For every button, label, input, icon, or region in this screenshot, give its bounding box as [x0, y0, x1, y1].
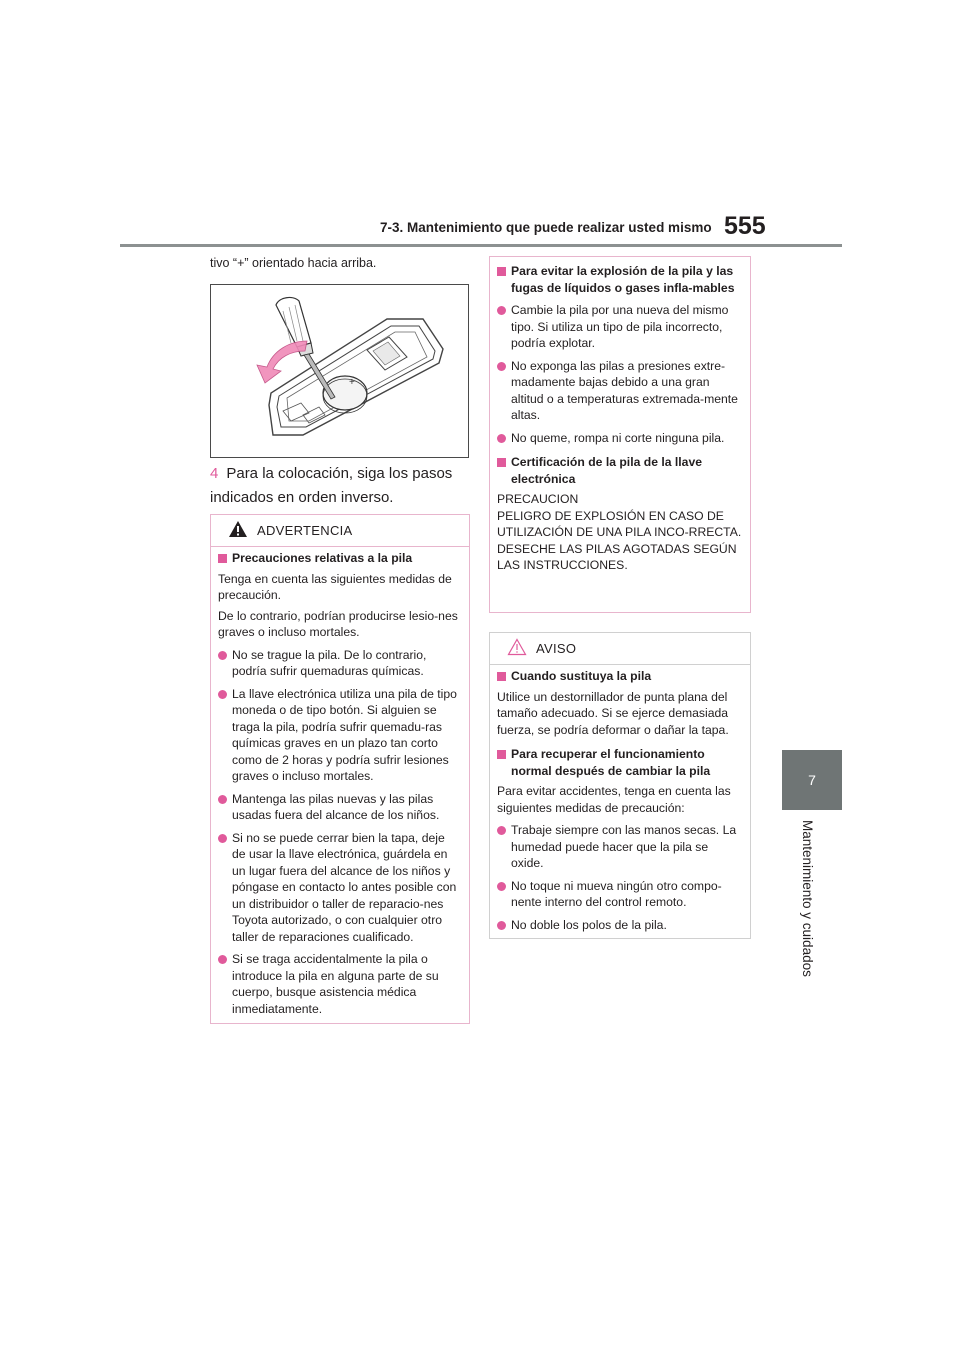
notice-box-header	[490, 633, 750, 665]
warning-section-title: Para evitar la explosión de la pila y las fugas de líquidos o gases infla-mables	[497, 263, 742, 296]
warning-paragraph: De lo contrario, podrían producirse lesio-nes graves o incluso mortales.	[218, 608, 458, 639]
warning-bullet: No se trague la pila. De lo contrario, podría sufrir quemaduras químicas.	[218, 647, 461, 680]
warning-bullet: Cambie la pila por una nueva del mismo tipo. Si utiliza un tipo de pila incorrecto, podría explotar.	[497, 302, 742, 352]
notice-bullet: Trabaje siempre con las manos secas. La humedad puede hacer que la pila se oxide.	[497, 822, 742, 872]
header-rule	[120, 244, 842, 247]
notice-triangle-icon	[507, 638, 527, 656]
warning-box	[210, 514, 470, 1024]
side-tab-label	[800, 820, 824, 990]
step-number: 4	[210, 465, 219, 482]
square-bullet-icon	[497, 458, 506, 467]
step-text: Para la colocación, siga los pasos indicados en orden inverso.	[210, 465, 453, 506]
warning-bullet: Mantenga las pilas nuevas y las pilas usadas fuera del alcance de los niños.	[218, 791, 461, 824]
warning-bullet: La llave electrónica utiliza una pila de tipo moneda o de tipo botón. Si alguien se traga la pila, podría sufrir quemadu-ras químicas graves en un plazo tan corto como de 2 horas y podría sufrir lesiones graves o incluso mortales.	[218, 686, 461, 785]
warning-heading: ADVERTENCIA	[257, 523, 353, 538]
warning-box-continued	[489, 256, 751, 613]
key-case-icon	[211, 285, 468, 457]
warning-bullet: Si se traga accidentalmente la pila o introduce la pila en alguna parte de su cuerpo, busque asistencia médica inmediatamente.	[218, 951, 461, 1017]
circle-bullet-icon	[497, 882, 506, 891]
circle-bullet-icon	[497, 921, 506, 930]
warning-box-header	[211, 515, 469, 547]
side-tab-label-text: Mantenimiento y cuidados	[800, 820, 815, 977]
square-bullet-icon	[497, 267, 506, 276]
notice-box	[489, 632, 751, 939]
square-bullet-icon	[497, 750, 506, 759]
circle-bullet-icon	[497, 826, 506, 835]
notice-paragraph: Para evitar accidentes, tenga en cuenta las siguientes medidas de precaución:	[497, 784, 731, 815]
circle-bullet-icon	[497, 434, 506, 443]
side-tab-chapter[interactable]: 7	[782, 750, 842, 810]
notice-paragraph: Utilice un destornillador de punta plana del tamaño adecuado. Si se ejerce demasiada fuerza, se podría deformar o dañar la tapa.	[497, 689, 729, 737]
warning-bullet: No exponga las pilas a presiones extre-madamente bajas debido a una gran altitud o a temperaturas extremada-mente altas.	[497, 358, 742, 424]
circle-bullet-icon	[218, 690, 227, 699]
notice-heading: AVISO	[536, 641, 577, 656]
notice-section-title: Cuando sustituya la pila	[497, 668, 742, 685]
page-number: 555	[724, 212, 766, 240]
warning-section-title: Certificación de la pila de la llave electrónica	[497, 454, 742, 487]
circle-bullet-icon	[218, 651, 227, 660]
notice-section-title: Para recuperar el funcionamiento normal después de cambiar la pila	[497, 746, 742, 779]
circle-bullet-icon	[218, 795, 227, 804]
circle-bullet-icon	[218, 955, 227, 964]
header-section-title: 7-3. Mantenimiento que puede realizar usted mismo	[380, 220, 712, 235]
circle-bullet-icon	[497, 362, 506, 371]
warning-paragraph: Tenga en cuenta las siguientes medidas de precaución.	[218, 571, 452, 602]
square-bullet-icon	[497, 672, 506, 681]
battery-plus-mark: +	[349, 377, 355, 388]
continuation-text: tivo “+” orientado hacia arriba.	[210, 256, 377, 270]
warning-section-title: Precauciones relativas a la pila	[218, 550, 461, 567]
square-bullet-icon	[218, 554, 227, 563]
battery-replacement-figure	[210, 284, 469, 458]
warning-bullet: Si no se puede cerrar bien la tapa, deje de usar la llave electrónica, guárdela en un lugar fuera del alcance de los niños y póngase en contacto lo antes posible con un distribuidor o taller de reparacio-nes Toyota autorizado, o con cualquier otro taller de reparaciones cualificado.	[218, 830, 461, 946]
rotation-arrow-icon	[257, 341, 307, 383]
step-4	[210, 462, 470, 510]
circle-bullet-icon	[497, 306, 506, 315]
warning-triangle-icon	[228, 520, 248, 538]
notice-bullet: No doble los polos de la pila.	[497, 917, 742, 934]
warning-bullet: No queme, rompa ni corte ninguna pila.	[497, 430, 742, 447]
notice-bullet: No toque ni mueva ningún otro compo-nente interno del control remoto.	[497, 878, 742, 911]
caution-text: PRECAUCION PELIGRO DE EXPLOSIÓN EN CASO DE UTILIZACIÓN DE UNA PILA INCO-RRECTA. DESECHE LAS PILAS AGOTADAS SEGÚN LAS INSTRUCCIONES.	[497, 492, 742, 572]
circle-bullet-icon	[218, 834, 227, 843]
